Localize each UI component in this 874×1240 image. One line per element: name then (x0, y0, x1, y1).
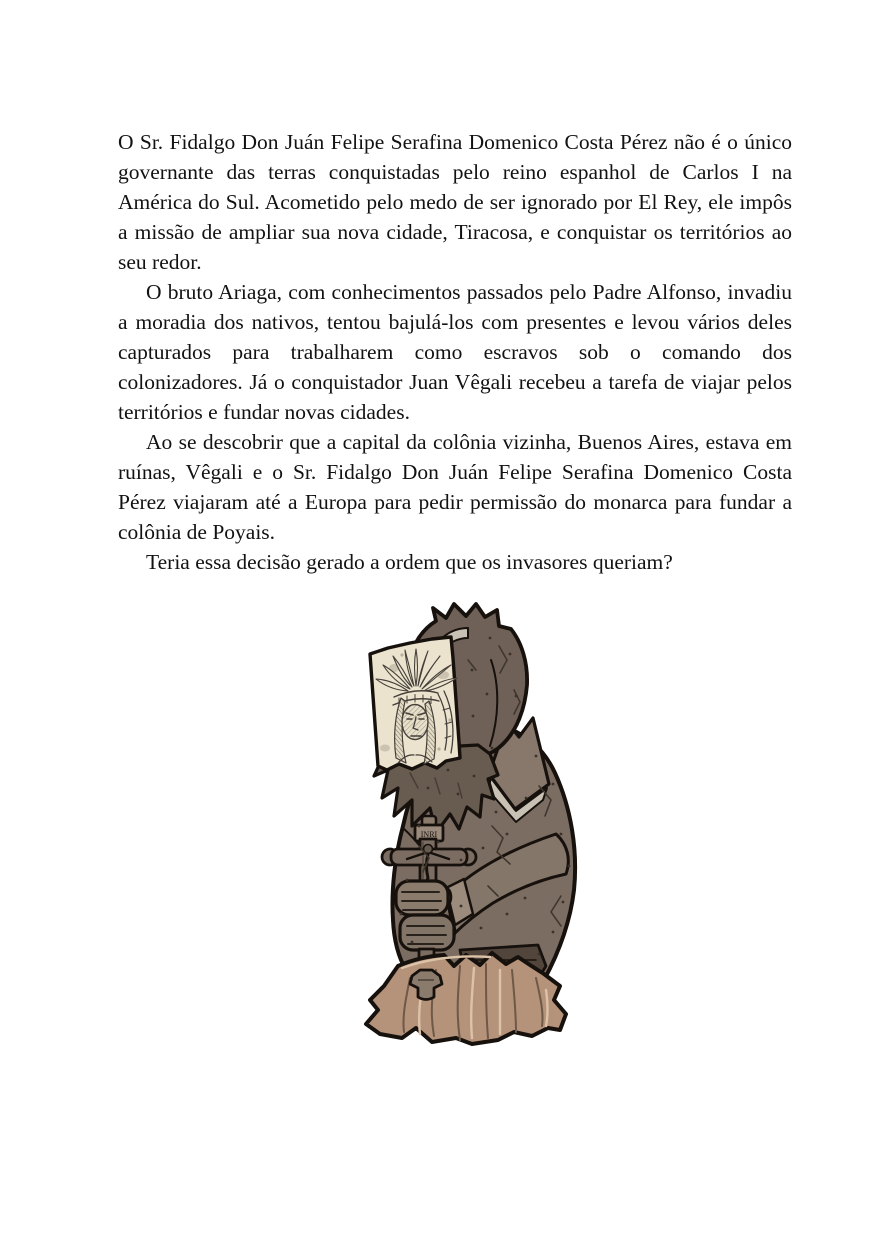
inri-label: INRI (420, 830, 438, 839)
paragraph-3: Ao se descobrir que a capital da colônia vizinha, Buenos Aires, estava em ruínas, Vêgali e o Sr. Fidalgo Don Juán Felipe Serafina Domenico Costa Pérez viajaram até a Europa para pedir permissão do monarca para fundar a colônia de Poyais. (118, 430, 792, 544)
parchment-mask (370, 637, 460, 770)
paragraph-1: O Sr. Fidalgo Don Juán Felipe Serafina Domenico Costa Pérez não é o único governante das terras conquistadas pelo reino espanhol de Carlos I na América do Sul. Acometido pelo medo de ser ignorado por El Rey, ele impôs a missão de ampliar sua nova cidade, Tiracosa, e conquistar os territórios ao seu redor. (118, 130, 792, 274)
paragraph-2: O bruto Ariaga, com conhecimentos passados pelo Padre Alfonso, invadiu a moradia dos nativos, tentou bajulá-los com presentes e levou vários deles capturados para trabalharem como escravos sob o comando dos colonizadores. Já o conquistador Juan Vêgali recebeu a tarefa de viajar pelos territórios e fundar novas cidades. (118, 280, 792, 424)
statue-svg (340, 598, 600, 1058)
conquistador-statue-illustration (340, 598, 600, 1058)
body-text (118, 127, 792, 577)
rock-base (366, 953, 566, 1044)
paragraph-4: Teria essa decisão gerado a ordem que os invasores queriam? (146, 550, 673, 574)
